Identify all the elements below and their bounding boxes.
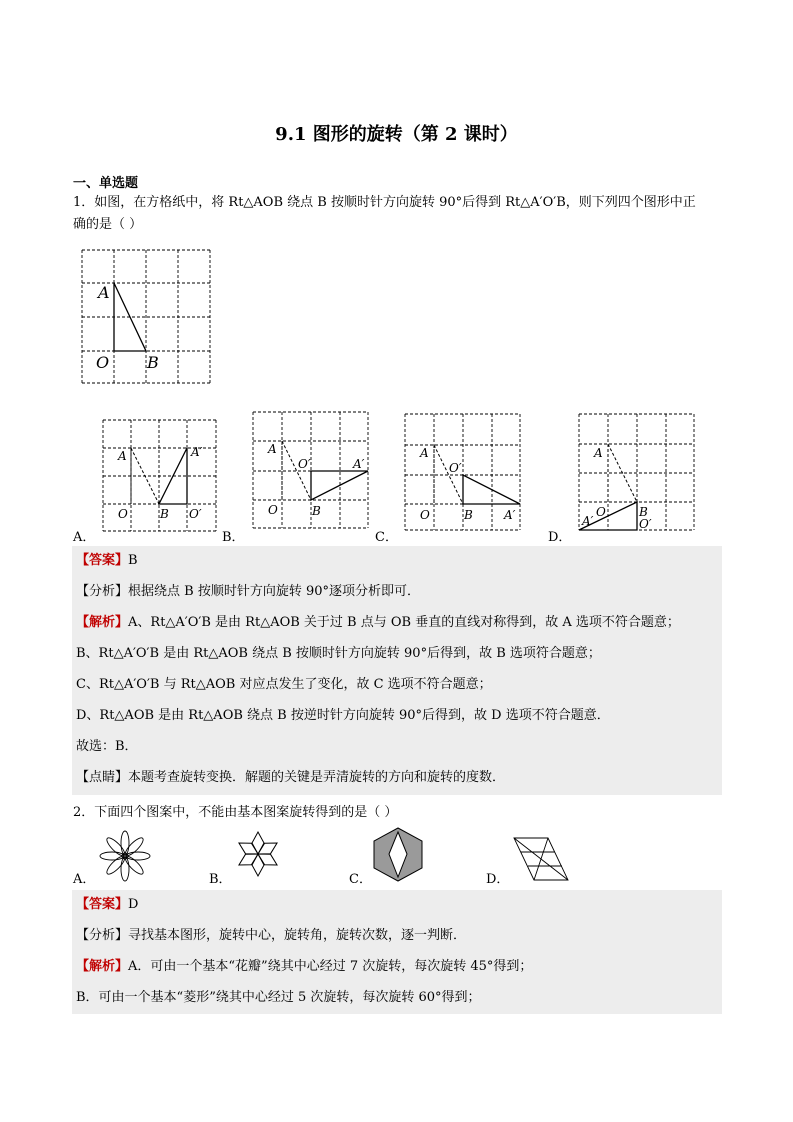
q2-option-d-parallelogram-figure[interactable] bbox=[510, 832, 572, 884]
c-label-a1: A′ bbox=[504, 508, 516, 522]
question-1 bbox=[73, 192, 723, 236]
d-label-a1: A′ bbox=[582, 514, 594, 528]
question-1-line2: 确的是（ ） bbox=[73, 217, 143, 232]
b-label-o1: O′ bbox=[298, 457, 311, 471]
solution2-a-text: A．可由一个基本“花瓣”绕其中心经过 7 次旋转，每次旋转 45°得到； bbox=[128, 959, 533, 974]
analysis2-tag: 【分析】 bbox=[76, 928, 129, 943]
q2-option-b-star-figure[interactable] bbox=[232, 828, 284, 880]
q1-option-a-label[interactable]: A． bbox=[73, 530, 96, 545]
q1-option-c-label[interactable]: C． bbox=[375, 530, 398, 545]
q1-solution-b: B、Rt△A′O′B 是由 Rt△AOB 绕点 B 按顺时针方向旋转 90°后得到，故 B 选项符合题意； bbox=[76, 646, 601, 661]
q1-solution-a bbox=[76, 608, 680, 638]
page-title: 9.1 图形的旋转（第 2 课时） bbox=[275, 124, 518, 145]
q1-solution-c: C、Rt△A′O′B 与 Rt△AOB 对应点发生了变化，故 C 选项不符合题意； bbox=[76, 677, 492, 692]
b-label-a: A bbox=[268, 442, 277, 456]
label-a: A bbox=[98, 283, 110, 302]
c-label-a: A bbox=[420, 446, 429, 460]
analysis-tag: 【分析】 bbox=[76, 584, 129, 599]
q1-option-a-figure[interactable] bbox=[100, 418, 220, 536]
a-label-a: A bbox=[118, 449, 127, 463]
q1-solution-d: D、Rt△AOB 是由 Rt△AOB 绕点 B 按逆时针方向旋转 90°后得到，故 D 选项不符合题意． bbox=[76, 708, 610, 723]
analysis-text: 根据绕点 B 按顺时针方向旋转 90°逐项分析即可． bbox=[128, 584, 421, 599]
c-label-o1: O′ bbox=[449, 461, 462, 475]
question-1-line1: 1．如图，在方格纸中，将 Rt△AOB 绕点 B 按顺时针方向旋转 90°后得到 Rt△A′O′B，则下列四个图形中正 bbox=[73, 195, 696, 210]
question-2-stem: 2．下面四个图案中，不能由基本图案旋转得到的是（ ） bbox=[73, 805, 398, 820]
q2-analysis bbox=[76, 921, 466, 951]
solution2-tag: 【解析】 bbox=[76, 959, 129, 974]
b-label-b: B bbox=[312, 504, 321, 518]
answer-value: B bbox=[128, 553, 138, 568]
q1-option-d-figure[interactable] bbox=[576, 412, 698, 534]
a-label-o1: O′ bbox=[189, 507, 202, 521]
d-label-o1: O′ bbox=[639, 517, 652, 531]
comment-text: 本题考查旋转变换．解题的关键是弄清旋转的方向和旋转的度数． bbox=[128, 770, 506, 785]
q2-solution-b: B．可由一个基本“菱形”绕其中心经过 5 次旋转，每次旋转 60°得到； bbox=[76, 990, 481, 1005]
q1-option-b-figure[interactable] bbox=[250, 410, 372, 530]
q2-option-a-label[interactable]: A． bbox=[73, 872, 96, 887]
q2-option-c-hexagon-figure[interactable] bbox=[370, 826, 426, 884]
label-b: B bbox=[147, 353, 159, 372]
q2-option-b-label[interactable]: B． bbox=[209, 872, 232, 887]
answer2-tag: 【答案】 bbox=[76, 897, 129, 912]
q2-solution-a bbox=[76, 952, 532, 982]
q2-option-c-label[interactable]: C． bbox=[349, 872, 372, 887]
q1-option-c-figure[interactable] bbox=[402, 412, 524, 532]
comment-tag: 【点睛】 bbox=[76, 770, 129, 785]
q1-option-b-label[interactable]: B． bbox=[222, 530, 245, 545]
q1-answer bbox=[76, 546, 138, 576]
d-label-b: B bbox=[639, 505, 648, 519]
q2-option-a-flower-figure[interactable] bbox=[93, 828, 157, 884]
d-label-a: A bbox=[594, 446, 603, 460]
section-heading: 一、单选题 bbox=[73, 176, 139, 191]
label-o: O bbox=[96, 353, 110, 372]
q1-comment bbox=[76, 763, 505, 793]
q2-answer bbox=[76, 890, 138, 920]
analysis2-text: 寻找基本图形，旋转中心，旋转角，旋转次数，逐一判断． bbox=[128, 928, 467, 943]
q2-option-d-label[interactable]: D． bbox=[486, 872, 510, 887]
a-label-a1: A′ bbox=[191, 445, 203, 459]
q1-option-d-label[interactable]: D． bbox=[548, 530, 572, 545]
b-label-o: O bbox=[268, 503, 278, 517]
answer-tag: 【答案】 bbox=[76, 553, 129, 568]
b-label-a1: A′ bbox=[353, 457, 365, 471]
c-label-b: B bbox=[464, 508, 473, 522]
a-label-b: B bbox=[160, 507, 169, 521]
d-label-o: O bbox=[596, 505, 606, 519]
a-label-o: O bbox=[118, 507, 128, 521]
answer2-value: D bbox=[128, 897, 139, 912]
solution-a-text: A、Rt△A′O′B 是由 Rt△AOB 关于过 B 点与 OB 垂直的直线对称得到，故 A 选项不符合题意； bbox=[128, 615, 680, 630]
solution-tag: 【解析】 bbox=[76, 615, 129, 630]
q1-analysis bbox=[76, 577, 420, 607]
question-1-main-figure bbox=[80, 248, 215, 388]
c-label-o: O bbox=[420, 508, 430, 522]
q1-choice: 故选：B． bbox=[76, 739, 138, 754]
